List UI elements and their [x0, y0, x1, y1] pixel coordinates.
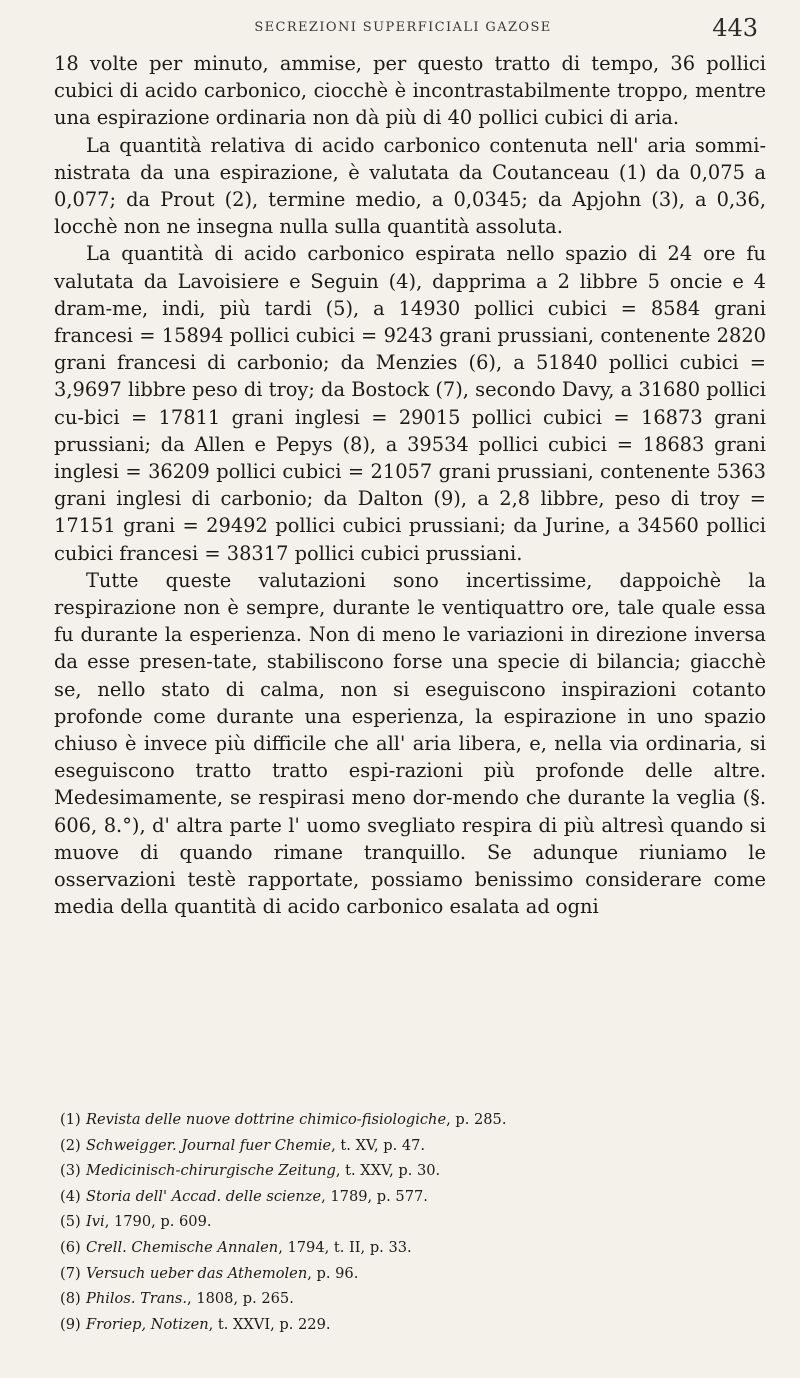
footnote-number: (5)	[60, 1213, 81, 1231]
footnote	[60, 1158, 760, 1184]
footnote-number: (1)	[60, 1111, 81, 1128]
footnote-source: Medicinisch-chirurgische Zeitung	[86, 1162, 336, 1180]
footnote	[60, 1184, 760, 1210]
footnote	[60, 1107, 760, 1133]
footnote	[60, 1235, 760, 1261]
footnote	[60, 1261, 760, 1287]
footnote-source: Revista delle nuove dottrine chimico-fisiologiche	[86, 1111, 447, 1128]
footnote-number: (2)	[60, 1136, 81, 1154]
footnote-number: (6)	[60, 1238, 81, 1256]
footnotes	[60, 1107, 760, 1337]
footnote-detail: , t. XXVI, p. 229.	[208, 1315, 331, 1333]
footnote-detail: , 1790, p. 609.	[104, 1213, 212, 1231]
paragraph: Tutte queste valutazioni sono incertissime, dappoichè la respirazione non è sempre, durante le ventiquattro ore, tale quale essa fu durante la esperienza. Non di meno le variazioni in direzione inversa da esse presen-tate, stabiliscono forse una specie di bilancia; giacchè se, nello stato di calma, non si eseguiscono inspirazioni cotanto profonde come durante una esperienza, la espirazione in uno spazio chiuso è invece più difficile che all' aria libera, e, nella via ordinaria, si eseguiscono tratto tratto espi-razioni più profonde delle altre. Medesimamente, se respirasi meno dor-mendo che durante la veglia (§. 606, 8.°), d' altra parte l' uomo svegliato respira di più altresì quando si muove di quando rimane tranquillo. Se adunque riuniamo le osservazioni testè rapportate, possiamo benissimo considerare come media della quantità di acido carbonico esalata ad ogni	[54, 568, 766, 919]
paragraph: La quantità di acido carbonico espirata nello spazio di 24 ore fu valutata da Lavoisiere e Seguin (4), dapprima a 2 libbre 5 oncie e 4 dram-me, indi, più tardi (5), a 14930 pollici cubici = 8584 grani francesi = 15894 pollici cubici = 9243 grani prussiani, contenente 2820 grani francesi di carbonio; da Menzies (6), a 51840 pollici cubici = 3,9697 libbre peso di troy; da Bostock (7), secondo Davy, a 31680 pollici cu-bici = 17811 grani inglesi = 29015 pollici cubici = 16873 grani prussiani; da Allen e Pepys (8), a 39534 pollici cubici = 18683 grani inglesi = 36209 pollici cubici = 21057 grani prussiani, contenente 5363 grani inglesi di carbonio; da Dalton (9), a 2,8 libbre, peso di troy = 17151 grani = 29492 pollici cubici prussiani; da Jurine, a 34560 pollici cubici francesi = 38317 pollici cubici prussiani.	[54, 242, 766, 565]
footnote-number: (7)	[60, 1264, 81, 1282]
footnote-source: Versuch ueber das Athemolen	[86, 1264, 308, 1282]
footnote	[60, 1209, 760, 1235]
footnote-source: Ivi	[86, 1213, 105, 1231]
footnote-detail: , t. XXV, p. 30.	[335, 1162, 441, 1180]
footnote-number: (3)	[60, 1162, 81, 1180]
footnote-detail: , 1794, t. II, p. 33.	[278, 1238, 412, 1256]
footnote-number: (9)	[60, 1315, 81, 1333]
footnote-number: (8)	[60, 1290, 81, 1308]
footnote-source: Schweigger. Journal fuer Chemie	[86, 1136, 332, 1154]
page-number: 443	[712, 14, 758, 42]
paragraph: La quantità relativa di acido carbonico contenuta nell' aria sommi-nistrata da una espirazione, è valutata da Coutanceau (1) da 0,075 a 0,077; da Prout (2), termine medio, a 0,0345; da Apjohn (3), a 0,36, locchè non ne insegna nulla sulla quantità assoluta.	[54, 133, 766, 239]
footnote-source: Storia dell' Accad. delle scienze	[86, 1187, 322, 1205]
footnote	[60, 1312, 760, 1338]
footnote-detail: , 1789, p. 577.	[321, 1187, 428, 1205]
footnote	[60, 1133, 760, 1159]
footnote-detail: , t. XV, p. 47.	[331, 1136, 426, 1154]
footnote-source: Crell. Chemische Annalen	[86, 1238, 279, 1256]
footnote-detail: , p. 96.	[307, 1264, 359, 1282]
footnote-source: Froriep, Notizen	[86, 1315, 209, 1333]
running-head	[48, 14, 758, 44]
body-text	[54, 50, 766, 921]
running-title: SECREZIONI SUPERFICIALI GAZOSE	[254, 20, 552, 35]
footnote-detail: , 1808, p. 265.	[187, 1290, 294, 1308]
footnote-source: Philos. Trans.	[86, 1290, 188, 1308]
footnote	[60, 1286, 760, 1312]
footnote-number: (4)	[60, 1187, 81, 1205]
paragraph: 18 volte per minuto, ammise, per questo tratto di tempo, 36 pollici cubici di acido carbonico, ciocchè è incontrastabilmente troppo, mentre una espirazione ordinaria non dà più di 40 pollici cubici di aria.	[54, 52, 766, 130]
footnote-detail: , p. 285.	[446, 1111, 507, 1128]
